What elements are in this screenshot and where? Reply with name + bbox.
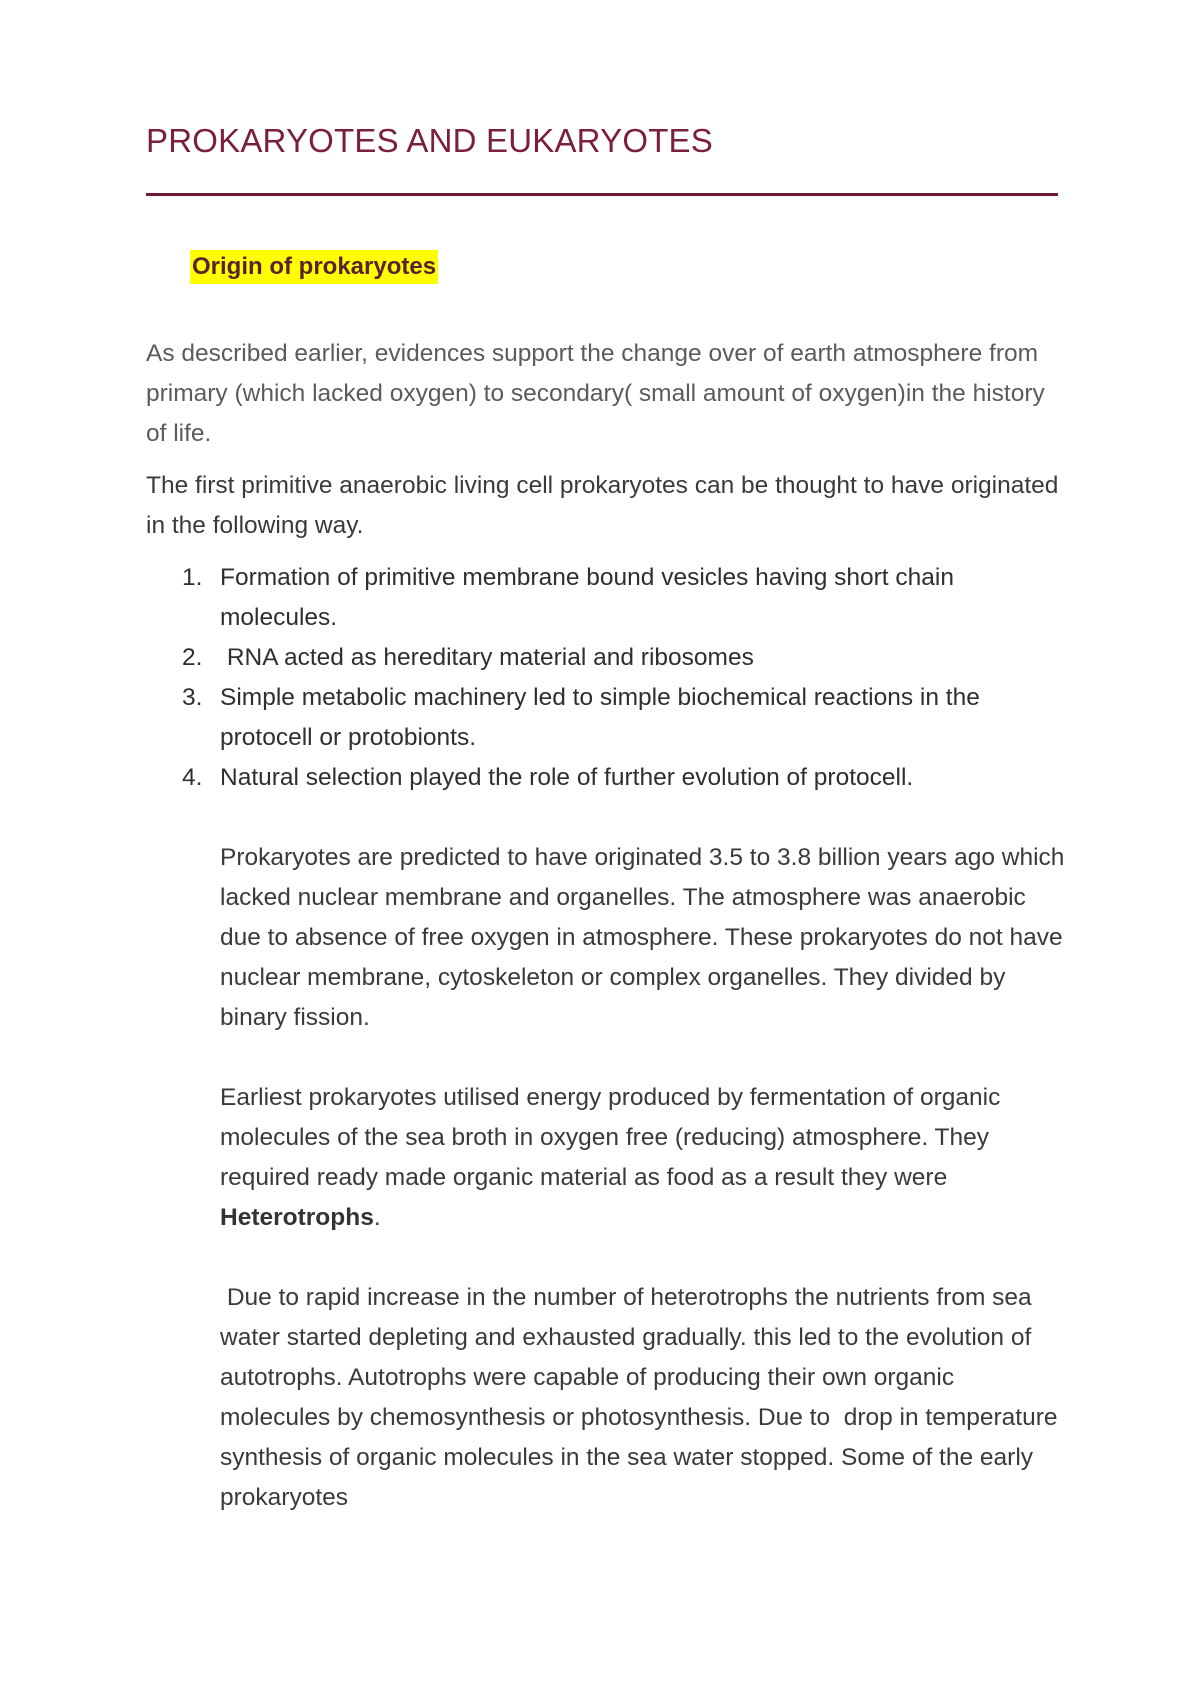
- origin-steps-list: [146, 558, 1066, 798]
- list-item: [146, 758, 1066, 798]
- list-item: [146, 678, 1066, 758]
- list-item-number: 4.: [182, 764, 203, 791]
- list-item: [146, 558, 1066, 638]
- paragraph-prokaryote-age: Prokaryotes are predicted to have originated 3.5 to 3.8 billion years ago which lacked nuclear membrane and organelles. The atmosphere was anaerobic due to absence of free oxygen in atmosphere. These prokaryotes do not have nuclear membrane, cytoskeleton or complex organelles. They divided by binary fission.: [220, 844, 1065, 1031]
- paragraph-text: Earliest prokaryotes utilised energy produced by fermentation of organic molecules of the sea broth in oxygen free (reducing) atmosphere. They required ready made organic material as food as a result they were: [220, 1084, 1001, 1191]
- list-item: [146, 638, 1066, 678]
- paragraph-heterotrophs: [220, 1078, 1066, 1238]
- paragraph-intro: As described earlier, evidences support the change over of earth atmosphere from primary (which lacked oxygen) to secondary( small amount of oxygen)in the history of life.: [146, 340, 1045, 447]
- paragraph-origin: The first primitive anaerobic living cell prokaryotes can be thought to have originated in the following way.: [146, 472, 1059, 539]
- section-heading: Origin of prokaryotes: [190, 250, 438, 284]
- list-item-text: Simple metabolic machinery led to simple biochemical reactions in the protocell or protobionts.: [220, 684, 980, 751]
- list-item-text: Formation of primitive membrane bound vesicles having short chain molecules.: [220, 564, 954, 631]
- list-item-number: 1.: [182, 564, 203, 591]
- title-divider: [146, 193, 1058, 196]
- list-item-text: Natural selection played the role of further evolution of protocell.: [220, 764, 914, 791]
- bold-term: Heterotrophs: [220, 1204, 374, 1231]
- list-item-text: RNA acted as hereditary material and ribosomes: [220, 644, 754, 671]
- list-item-number: 3.: [182, 684, 203, 711]
- document-title: PROKARYOTES AND EUKARYOTES: [146, 122, 713, 159]
- paragraph-text-end: .: [373, 1204, 381, 1231]
- list-item-number: 2.: [182, 644, 203, 671]
- paragraph-autotrophs: Due to rapid increase in the number of heterotrophs the nutrients from sea water started depleting and exhausted gradually. this led to the evolution of autotrophs. Autotrophs were capable of producing their own organic molecules by chemosynthesis or photosynthesis. Due to drop in temperature synthesis of organic molecules in the sea water stopped. Some of the early prokaryotes: [220, 1284, 1065, 1511]
